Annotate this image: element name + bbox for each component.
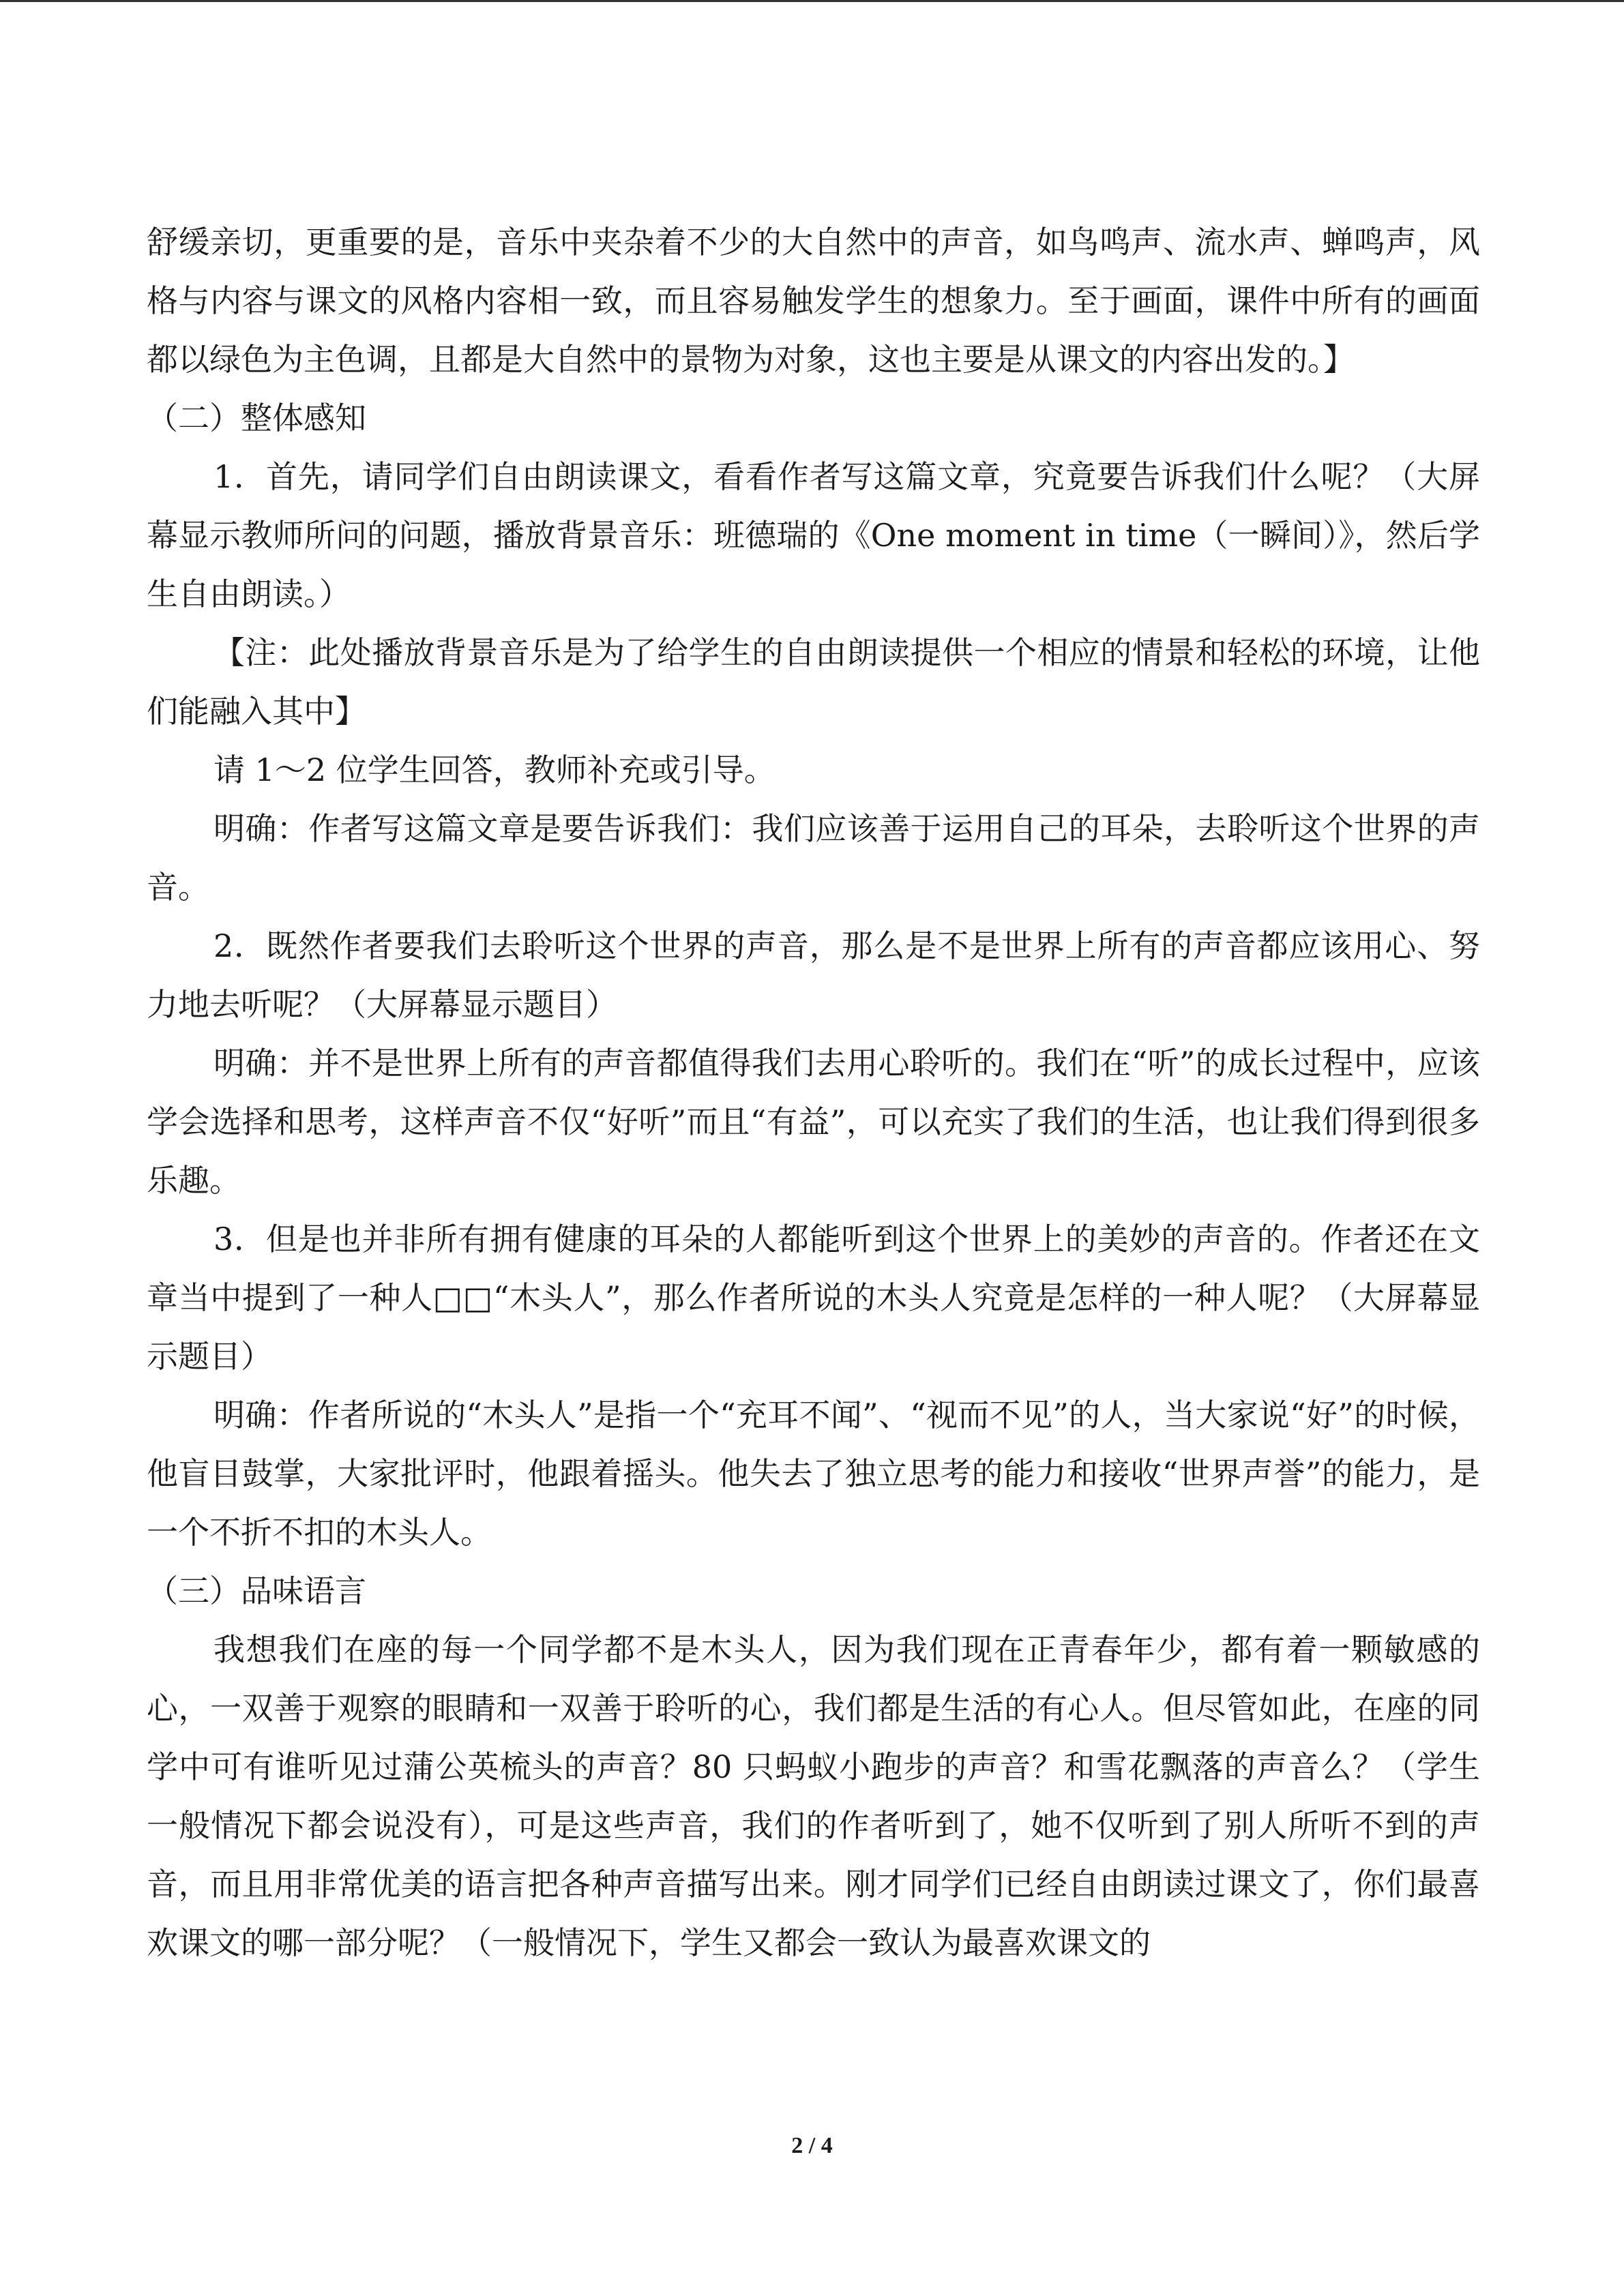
paragraph-continuation: 舒缓亲切，更重要的是，音乐中夹杂着不少的大自然中的声音，如鸟鸣声、流水声、蝉鸣声，风格与内容与课文的风格内容相一致，而且容易触发学生的想象力。至于画面，课件中所有的画面都以绿色为主色调，且都是大自然中的景物为对象，这也主要是从课文的内容出发的。】 — [147, 224, 1480, 378]
top-border-line — [0, 0, 1624, 2]
paragraph-question-1: 1．首先，请同学们自由朗读课文，看看作者写这篇文章，究竟要告诉我们什么呢？（大屏幕显示教师所问的问题，播放背景音乐：班德瑞的《One moment in time（一瞬间）》，然后学生自由朗读。） — [147, 458, 1480, 612]
body-text — [147, 213, 1480, 1972]
paragraph-clarification-3: 明确：作者所说的“木头人”是指一个“充耳不闻”、“视而不见”的人，当大家说“好”的时候，他盲目鼓掌，大家批评时，他跟着摇头。他失去了独立思考的能力和接收“世界声誉”的能力，是一个不折不扣的木头人。 — [147, 1397, 1480, 1551]
paragraph-savor-language-body: 我想我们在座的每一个同学都不是木头人，因为我们现在正青春年少，都有着一颗敏感的心，一双善于观察的眼睛和一双善于聆听的心，我们都是生活的有心人。但尽管如此，在座的同学中可有谁听见过蒲公英梳头的声音？80 只蚂蚁小跑步的声音？和雪花飘落的声音么？（学生一般情况下都会说没有），可是这些声音，我们的作者听到了，她不仅听到了别人所听不到的声音，而且用非常优美的语言把各种声音描写出来。刚才同学们已经自由朗读过课文了，你们最喜欢课文的哪一部分呢？（一般情况下，学生又都会一致认为最喜欢课文的 — [147, 1631, 1480, 1961]
paragraph-clarification-2: 明确：并不是世界上所有的声音都值得我们去用心聆听的。我们在“听”的成长过程中，应该学会选择和思考，这样声音不仅“好听”而且“有益”，可以充实了我们的生活，也让我们得到很多乐趣。 — [147, 1045, 1480, 1199]
paragraph-note: 【注：此处播放背景音乐是为了给学生的自由朗读提供一个相应的情景和轻松的环境，让他们能融入其中】 — [147, 634, 1480, 730]
paragraph-student-answer: 请 1～2 位学生回答，教师补充或引导。 — [213, 751, 776, 788]
section-heading-savor-language: （三）品味语言 — [147, 1572, 366, 1609]
paragraph-clarification-1: 明确：作者写这篇文章是要告诉我们：我们应该善于运用自己的耳朵，去聆听这个世界的声音。 — [147, 810, 1480, 906]
section-heading-overall-perception: （二）整体感知 — [147, 400, 366, 436]
paragraph-question-3: 3．但是也并非所有拥有健康的耳朵的人都能听到这个世界上的美妙的声音的。作者还在文章当中提到了一种人□□“木头人”，那么作者所说的木头人究竟是怎样的一种人呢？（大屏幕显示题目） — [147, 1221, 1480, 1375]
page-number: 2 / 4 — [791, 2133, 833, 2158]
paragraph-question-2: 2．既然作者要我们去聆听这个世界的声音，那么是不是世界上所有的声音都应该用心、努力地去听呢？（大屏幕显示题目） — [147, 927, 1480, 1023]
